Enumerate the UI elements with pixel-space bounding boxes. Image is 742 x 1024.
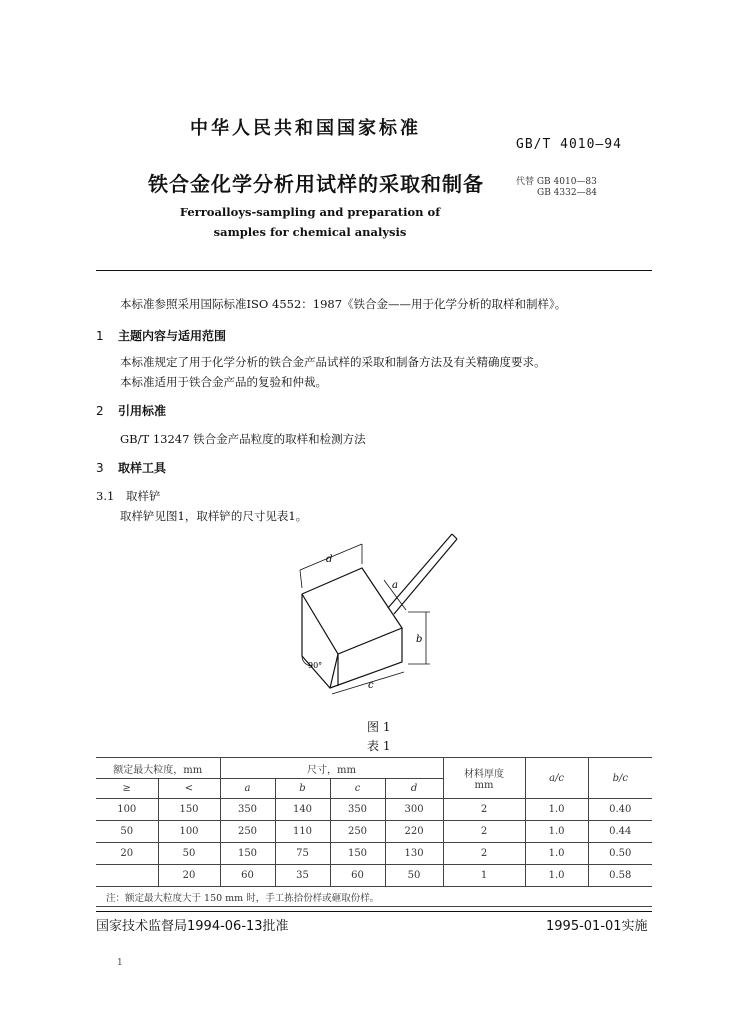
- table-cell: 350: [330, 799, 385, 821]
- table-cell: 0.44: [588, 821, 652, 843]
- section-1-title: 主题内容与适用范围: [118, 329, 227, 343]
- dimensions-table: [96, 757, 652, 907]
- header-thickness-label: 材料厚度: [464, 769, 505, 780]
- header-col-a: a: [220, 779, 275, 799]
- sampling-scoop-figure: [280, 528, 470, 718]
- subsection-3-1-number: 3.1: [96, 489, 115, 503]
- subsection-3-1-title: 取样铲: [126, 489, 161, 503]
- table-cell: 220: [385, 821, 443, 843]
- dimension-label-c: c: [368, 680, 374, 691]
- table-cell: 150: [330, 843, 385, 865]
- figure-caption: 图 1: [367, 720, 391, 734]
- header-col-b: b: [275, 779, 330, 799]
- table-cell: 150: [220, 843, 275, 865]
- angle-label: 90°: [308, 661, 323, 670]
- table-cell: 350: [220, 799, 275, 821]
- table-cell: 2: [443, 821, 525, 843]
- table-cell: 1.0: [525, 799, 588, 821]
- section-2-title: 引用标准: [118, 404, 167, 418]
- table-cell: 35: [275, 865, 330, 887]
- document-title-en-line1: Ferroalloys-sampling and preparation of: [179, 205, 441, 219]
- header-thickness: [443, 758, 525, 799]
- table-cell: 100: [158, 821, 220, 843]
- section-2-heading: [96, 402, 166, 419]
- header-ratio-bc: b/c: [588, 758, 652, 799]
- table-cell: 0.40: [588, 799, 652, 821]
- section-2-number: 2: [96, 404, 104, 418]
- table-cell: 150: [158, 799, 220, 821]
- table-cell: [96, 865, 158, 887]
- table-cell: 60: [220, 865, 275, 887]
- table-cell: 20: [158, 865, 220, 887]
- table-cell: 50: [385, 865, 443, 887]
- scoop-body: [302, 568, 402, 688]
- dimension-lines: [300, 544, 430, 694]
- table-row: [96, 865, 652, 887]
- national-standard-heading: 中华人民共和国国家标准: [190, 118, 421, 139]
- dimension-label-a: a: [392, 580, 398, 591]
- scoop-handle: [388, 534, 457, 614]
- section-1-heading: [96, 327, 226, 344]
- section-3-heading: [96, 459, 166, 476]
- table-cell: 130: [385, 843, 443, 865]
- header-lt: <: [158, 779, 220, 799]
- table-row: [96, 799, 652, 821]
- document-title-en-line2: samples for chemical analysis: [213, 225, 407, 239]
- table-row: [96, 821, 652, 843]
- table-cell: 60: [330, 865, 385, 887]
- standard-number: GB/T 4010—94: [516, 137, 622, 152]
- table-note: 注：额定最大粒度大于 150 mm 时，手工拣拾份样或砸取份样。: [96, 887, 652, 907]
- document-title-cn: 铁合金化学分析用试样的采取和制备: [148, 172, 484, 196]
- dimension-label-b: b: [416, 634, 423, 645]
- section-2-reference: GB/T 13247 铁合金产品粒度的取样和检测方法: [120, 432, 366, 446]
- header-ratio-ac: a/c: [525, 758, 588, 799]
- table-cell: 250: [330, 821, 385, 843]
- table-row: [96, 843, 652, 865]
- table-cell: 300: [385, 799, 443, 821]
- table-cell: 20: [96, 843, 158, 865]
- table-cell: 1.0: [525, 843, 588, 865]
- subsection-3-1-heading: [96, 488, 161, 504]
- table-cell: 75: [275, 843, 330, 865]
- section-3-title: 取样工具: [118, 461, 167, 475]
- header-col-c: c: [330, 779, 385, 799]
- approval-date: 国家技术监督局1994-06-13批准: [96, 919, 289, 934]
- implementation-date: 1995-01-01实施: [546, 919, 648, 934]
- header-thickness-unit: mm: [474, 780, 494, 791]
- footer-divider: [96, 911, 652, 912]
- table-cell: 1: [443, 865, 525, 887]
- page-number: 1: [117, 958, 123, 968]
- intro-paragraph: 本标准参照采用国际标准ISO 4552：1987《铁合金——用于化学分析的取样和制样》。: [120, 297, 567, 311]
- table-cell: 140: [275, 799, 330, 821]
- table-cell: 50: [96, 821, 158, 843]
- section-3-number: 3: [96, 461, 104, 475]
- header-col-d: d: [385, 779, 443, 799]
- dimension-label-d: d: [326, 554, 333, 565]
- replaces-line-1: 代替 GB 4010—83: [516, 177, 597, 187]
- section-1-number: 1: [96, 329, 104, 343]
- table-cell: 1.0: [525, 821, 588, 843]
- header-dimensions: 尺寸，mm: [220, 758, 443, 779]
- header-ge: ≥: [96, 779, 158, 799]
- table-cell: 110: [275, 821, 330, 843]
- replaces-line-2: GB 4332—84: [537, 188, 598, 198]
- table-cell: 100: [96, 799, 158, 821]
- table-cell: 250: [220, 821, 275, 843]
- table-cell: 50: [158, 843, 220, 865]
- subsection-3-1-text: 取样铲见图1，取样铲的尺寸见表1。: [120, 509, 308, 523]
- header-divider: [96, 270, 652, 271]
- table-cell: 1.0: [525, 865, 588, 887]
- header-particle-size: 额定最大粒度，mm: [96, 758, 220, 779]
- table-cell: 2: [443, 843, 525, 865]
- replaces-standards: [516, 177, 597, 199]
- section-1-paragraph-2: 本标准适用于铁合金产品的复验和仲裁。: [120, 375, 327, 389]
- table-cell: 0.50: [588, 843, 652, 865]
- section-1-paragraph-1: 本标准规定了用于化学分析的铁合金产品试样的采取和制备方法及有关精确度要求。: [120, 355, 546, 369]
- table-caption: 表 1: [367, 739, 391, 753]
- table-cell: 0.58: [588, 865, 652, 887]
- table-cell: 2: [443, 799, 525, 821]
